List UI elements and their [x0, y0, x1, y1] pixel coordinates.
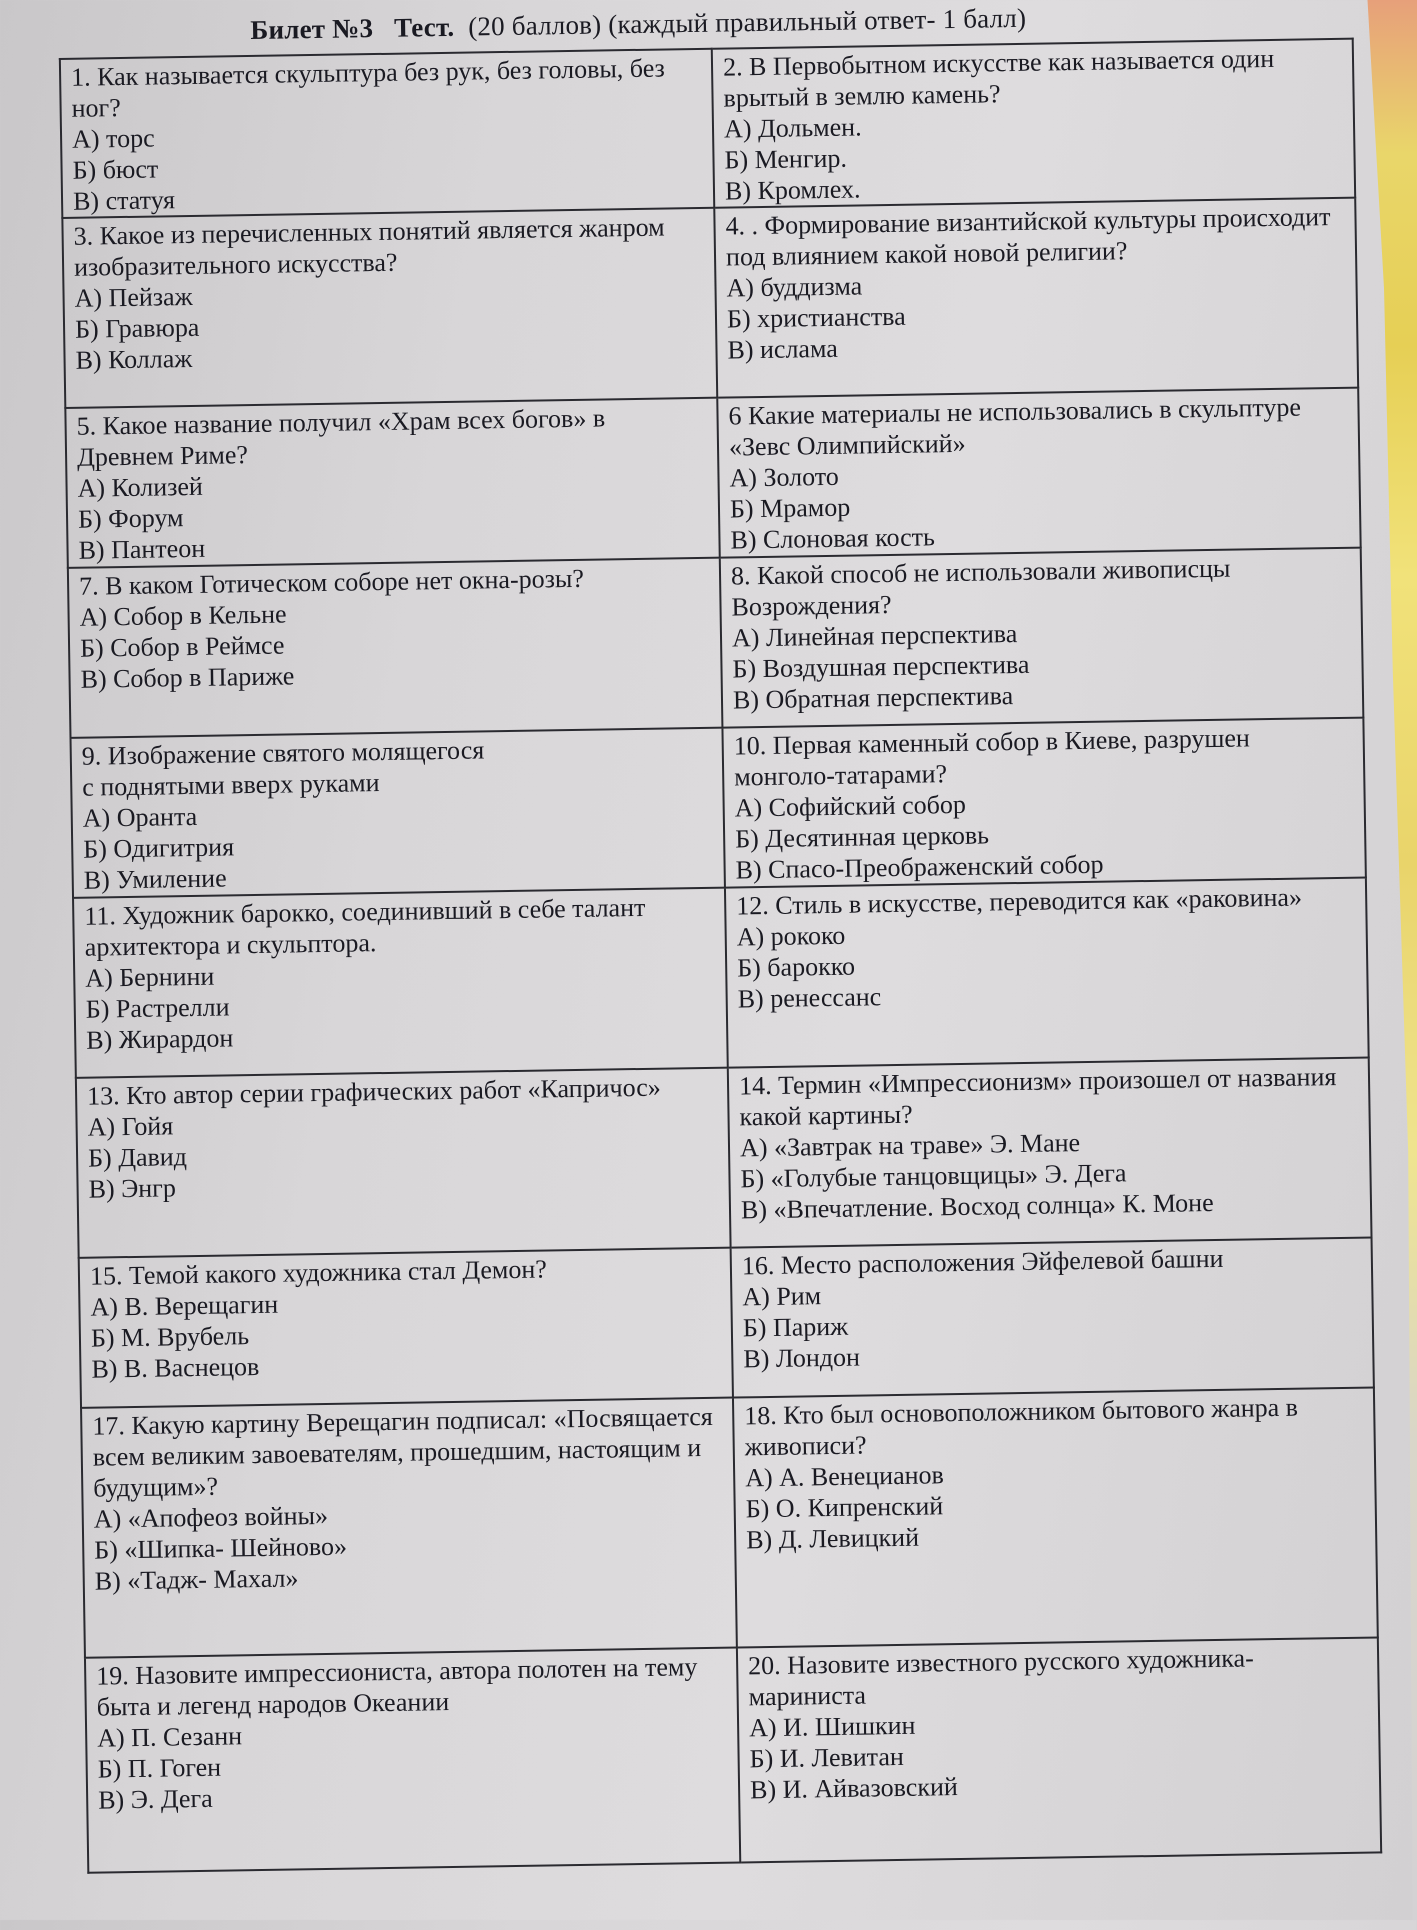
question-text: 11. Художник барокко, соединивший в себе талант архитектора и скульптора.	[84, 892, 646, 962]
question-text: 2. В Первобытном искусстве как называется один врытый в землю камень?	[722, 43, 1275, 113]
option-c: В) «Тадж- Махал»	[94, 1563, 299, 1596]
option-a: А) Оранта	[82, 801, 198, 833]
question-text: 17. Какую картину Верещагин подписал: «Посвящается всем великим завоевателям, прошедшим, настоящим и будущим»?	[92, 1401, 713, 1503]
question-text: 3. Какое из перечисленных понятий является жанром изобразительного искусства?	[73, 212, 665, 282]
option-b: Б) бюст	[72, 154, 159, 185]
question-cell-right	[717, 388, 1360, 558]
option-c: В) статуя	[72, 185, 176, 216]
option-a: А) А. Венецианов	[744, 1460, 945, 1493]
option-c: В) Слоновая кость	[730, 522, 936, 555]
option-c: В) Кромлех.	[724, 174, 861, 206]
option-b: Б) М. Врубель	[90, 1321, 250, 1353]
option-b: Б) Собор в Реймсе	[79, 630, 285, 663]
option-b: Б) П. Гоген	[97, 1752, 222, 1784]
question-text: 12. Стиль в искусстве, переводится как «раковина»	[736, 882, 1303, 921]
option-a: А) П. Сезанн	[96, 1721, 243, 1753]
option-c: В) Обратная перспектива	[732, 681, 1014, 715]
option-a: А) Линейная перспектива	[731, 619, 1018, 653]
question-row	[85, 1637, 1381, 1872]
option-c: В) В. Васнецов	[91, 1352, 260, 1384]
ticket-header	[250, 3, 1026, 46]
option-a: А) буддизма	[726, 271, 863, 303]
question-text: 8. Какой способ не использовали живописцы Возрождения?	[730, 553, 1231, 622]
option-c: В) Лондон	[743, 1342, 861, 1374]
question-cell-left	[68, 558, 723, 738]
question-text: 19. Назовите импрессиониста, автора полотен на тему быта и легенд народов Океании	[96, 1652, 698, 1722]
question-row	[76, 1058, 1372, 1258]
option-c: В) Э. Дега	[97, 1783, 213, 1815]
option-b: Б) барокко	[736, 951, 856, 983]
question-cell-right	[733, 1388, 1378, 1648]
option-b: Б) Растрелли	[85, 992, 230, 1024]
question-cell-left	[71, 728, 725, 898]
option-b: Б) Форум	[77, 503, 184, 534]
option-c: В) Д. Левицкий	[745, 1522, 920, 1555]
option-c: В) ислама	[727, 333, 839, 365]
option-b: Б) О. Кипренский	[745, 1491, 944, 1524]
question-text: 18. Кто был основоположником бытового жанра в живописи?	[744, 1392, 1299, 1462]
question-text: 6 Какие материалы не использовались в скульптуре «Зевс Олимпийский»	[728, 392, 1302, 462]
option-a: А) Колизей	[77, 471, 204, 503]
question-text: 15. Темой какого художника стал Демон?	[89, 1254, 548, 1291]
option-c: В) И. Айвазовский	[749, 1772, 959, 1805]
question-row	[79, 1238, 1374, 1408]
question-cell-left	[62, 208, 717, 408]
option-b: Б) Мрамор	[729, 492, 851, 524]
question-cell-left	[79, 1248, 733, 1408]
question-cell-left	[60, 49, 714, 218]
option-c: В) Жирардон	[86, 1023, 234, 1055]
option-b: Б) Десятинная церковь	[734, 820, 990, 854]
option-b: Б) И. Левитан	[749, 1741, 905, 1774]
option-c: В) Умиление	[83, 863, 227, 895]
option-b: Б) Париж	[742, 1311, 849, 1343]
option-a: А) Золото	[729, 461, 840, 493]
option-c: В) Коллаж	[75, 343, 193, 375]
question-row	[81, 1388, 1378, 1658]
option-b: Б) Давид	[87, 1142, 188, 1173]
scoring-note: (20 баллов) (каждый правильный ответ- 1 балл)	[467, 2, 1027, 42]
option-b: Б) Менгир.	[724, 143, 848, 175]
option-a: А) «Завтрак на траве» Э. Мане	[739, 1128, 1081, 1163]
test-label: Тест.	[393, 11, 455, 43]
option-a: А) Дольмен.	[723, 112, 862, 144]
option-b: Б) «Голубые танцовщицы» Э. Дега	[740, 1158, 1127, 1194]
option-a: А) И. Шишкин	[748, 1710, 916, 1743]
option-c: В) Энгр	[88, 1173, 177, 1204]
option-a: А) рококо	[736, 920, 846, 952]
question-text: 14. Термин «Импрессионизм» произошел от названия какой картины?	[738, 1062, 1337, 1132]
question-text: 10. Первая каменный собор в Киеве, разрушен монголо-татарами?	[733, 723, 1251, 792]
option-c: В) Пантеон	[78, 533, 206, 565]
option-b: Б) «Шипка- Шейново»	[94, 1531, 348, 1565]
question-cell-left	[81, 1398, 737, 1658]
question-row	[60, 39, 1355, 218]
option-c: В) «Впечатление. Восход солнца» К. Моне	[740, 1188, 1214, 1225]
question-text: 4. . Формирование византийской культуры происходит под влиянием какой новой религии?	[725, 202, 1331, 272]
question-text: 1. Как называется скульптура без рук, без головы, без ног?	[70, 53, 666, 123]
option-a: А) Софийский собор	[734, 789, 967, 823]
question-row	[68, 548, 1364, 738]
test-sheet	[30, 0, 1390, 1930]
option-c: В) Спасо-Преображенский собор	[735, 849, 1104, 885]
option-a: А) Гойя	[87, 1111, 174, 1142]
question-cell-right	[728, 1058, 1372, 1248]
question-cell-right	[712, 39, 1355, 208]
question-text: 7. В каком Готическом соборе нет окна-розы?	[78, 563, 585, 601]
option-a: А) Пейзаж	[74, 281, 193, 313]
question-cell-right	[720, 548, 1364, 728]
option-c: В) ренессанс	[737, 982, 882, 1014]
question-cell-left	[85, 1648, 740, 1873]
question-cell-right	[722, 718, 1365, 888]
option-a: А) «Апофеоз войны»	[93, 1500, 329, 1534]
ticket-number: Билет №3	[250, 13, 374, 45]
question-text: 13. Кто автор серии графических работ «Капричос»	[86, 1072, 661, 1111]
option-b: Б) Гравюра	[74, 312, 200, 344]
option-a: А) Бернини	[85, 961, 215, 993]
option-a: А) торс	[71, 123, 155, 154]
question-cell-left	[65, 398, 719, 568]
question-row	[73, 878, 1369, 1078]
question-cell-left	[73, 888, 728, 1078]
option-a: А) Рим	[742, 1281, 822, 1312]
question-row	[71, 718, 1366, 898]
question-row	[65, 388, 1360, 568]
question-cell-right	[737, 1637, 1381, 1862]
questions-table	[59, 38, 1382, 1874]
option-b: Б) христианства	[726, 301, 906, 334]
option-a: А) Собор в Кельне	[79, 599, 287, 632]
option-a: А) В. Верещагин	[90, 1289, 279, 1322]
question-text: 16. Место расположения Эйфелевой башни	[741, 1243, 1224, 1281]
option-c: В) Собор в Париже	[80, 661, 295, 694]
question-cell-left	[76, 1068, 731, 1258]
question-text: 20. Назовите известного русского художника-мариниста	[747, 1643, 1254, 1712]
question-cell-right	[714, 198, 1358, 398]
question-row	[62, 198, 1358, 408]
question-text: 9. Изображение святого молящегося с поднятыми вверх руками	[81, 735, 485, 802]
question-text: 5. Какое название получил «Храм всех богов» в Древнем Риме?	[76, 403, 606, 472]
option-b: Б) Воздушная перспектива	[732, 649, 1030, 684]
question-cell-right	[725, 878, 1369, 1068]
question-cell-right	[731, 1238, 1374, 1398]
option-b: Б) Одигитрия	[83, 832, 235, 864]
